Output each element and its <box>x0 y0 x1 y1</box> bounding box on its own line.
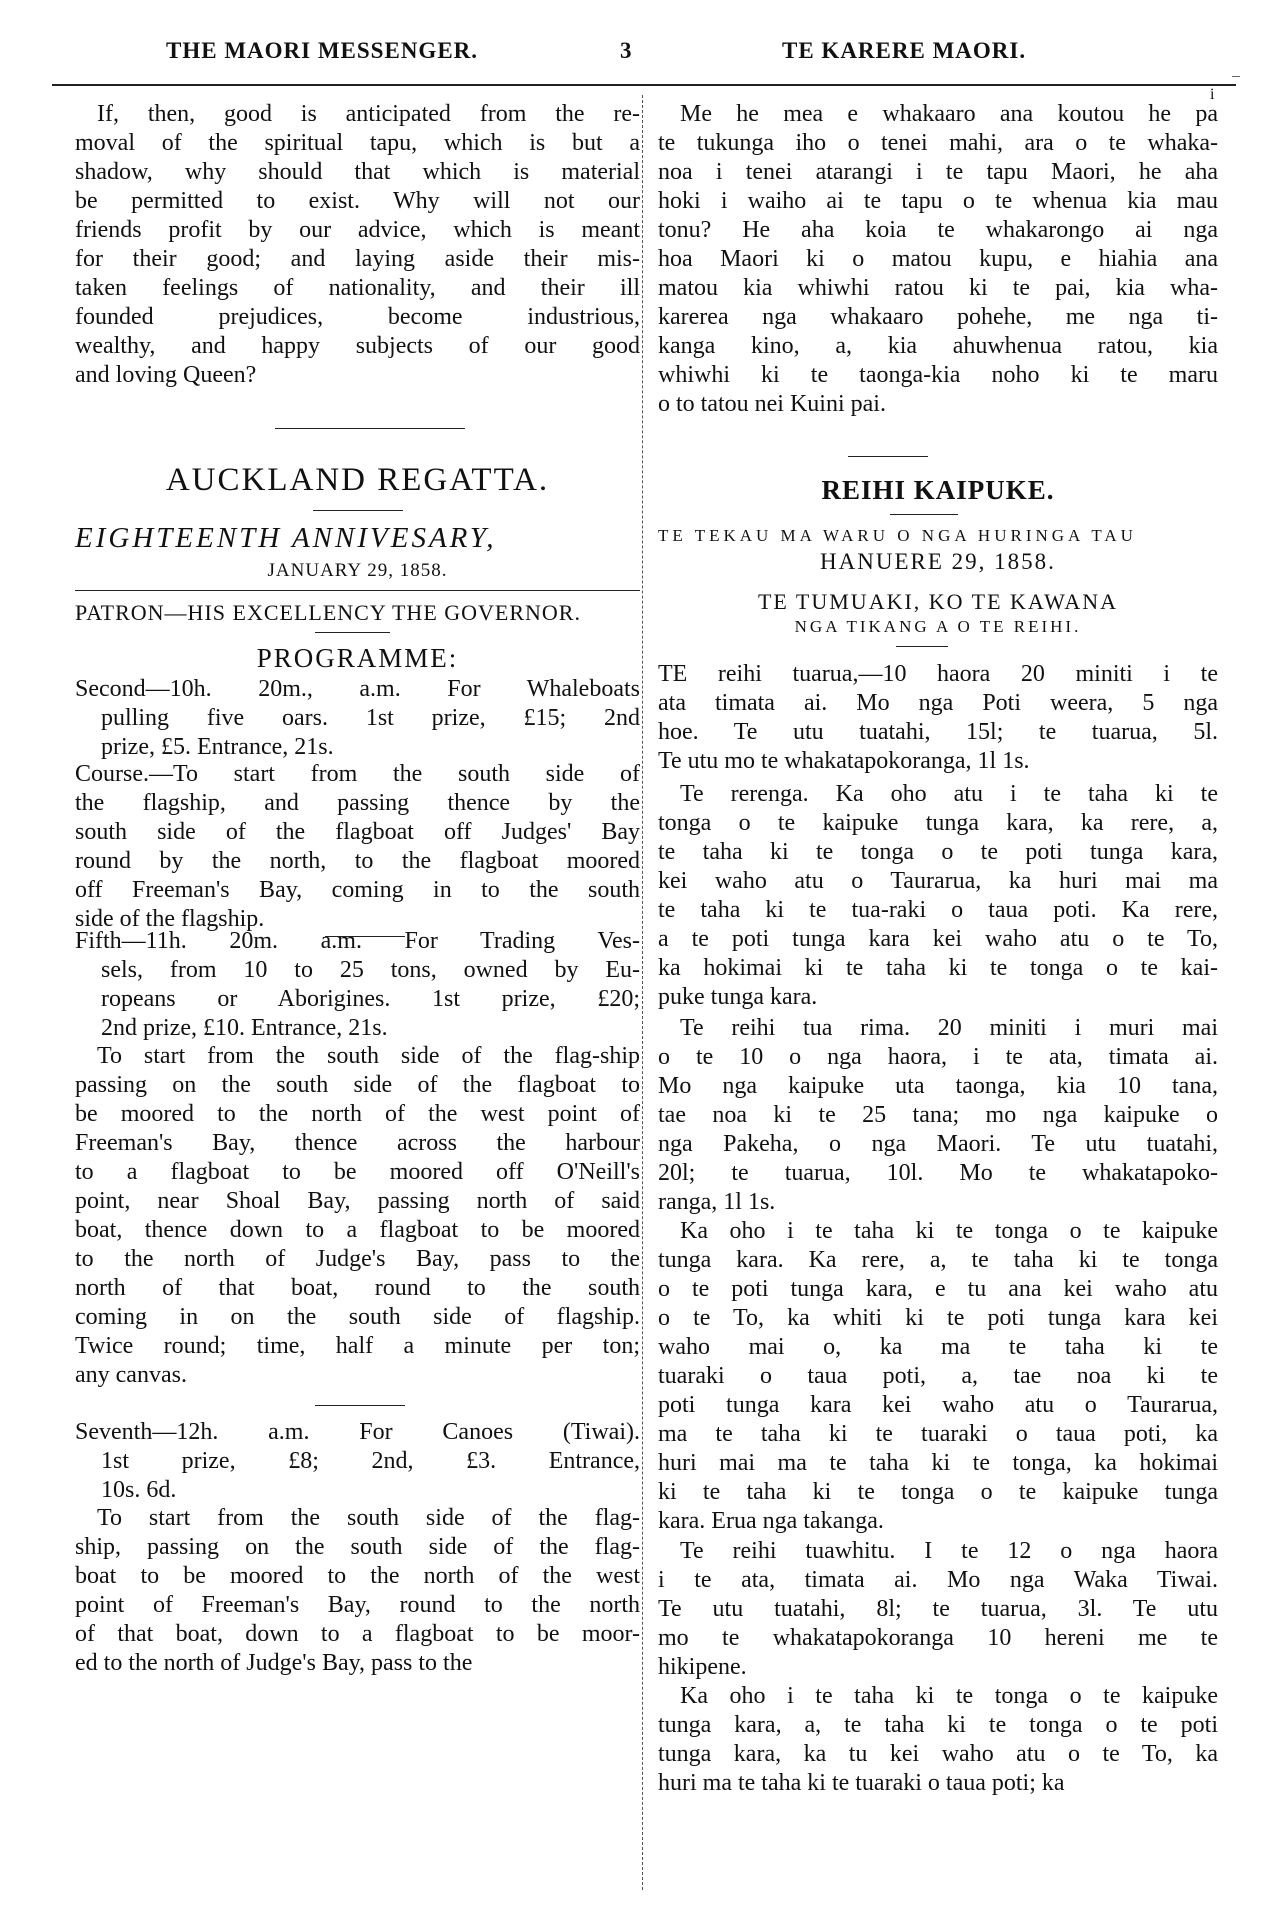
text-line: If, then, good is anticipated from the re- <box>97 101 640 127</box>
text-line: sels, from 10 to 25 tons, owned by Eu- <box>101 957 640 983</box>
text-line: kara. Erua nga takanga. <box>658 1508 884 1534</box>
text-line: boat, thence down to a flagboat to be moored <box>75 1217 640 1243</box>
text-line: mo te whakatapokoranga 10 hereni me te <box>658 1625 1218 1651</box>
maori-seventh-course <box>658 1682 1218 1798</box>
text-line: o te To, ka whiti ki te poti tunga kara kei <box>658 1305 1218 1331</box>
text-line: karerea nga whakaaro pohehe, me nga ti- <box>658 304 1218 330</box>
text-line: hoki i waiho ai te tapu o te whenua kia mau <box>658 188 1218 214</box>
maori-patron: TE TUMUAKI, KO TE KAWANA <box>757 589 1119 614</box>
text-line: moval of the spiritual tapu, which is but a <box>75 130 640 156</box>
text-line: coming in on the south side of flagship. <box>75 1304 640 1330</box>
separator <box>315 1405 405 1406</box>
text-line: Seventh—12h. a.m. For Canoes (Tiwai). <box>75 1419 640 1445</box>
text-line: prize, £5. Entrance, 21s. <box>101 734 334 760</box>
text-line: 10s. 6d. <box>101 1477 177 1503</box>
text-line: point, near Shoal Bay, passing north of said <box>75 1188 640 1214</box>
text-line: tuaraki o taua poti, a, tae noa ki te <box>658 1363 1218 1389</box>
separator <box>848 456 928 457</box>
text-line: 2nd prize, £10. Entrance, 21s. <box>101 1015 388 1041</box>
text-line: TE reihi tuarua,—10 haora 20 miniti i te <box>658 661 1218 687</box>
text-line: Te reihi tuawhitu. I te 12 o nga haora <box>680 1538 1218 1564</box>
second-race-course <box>75 760 640 934</box>
text-line: hoe. Te utu tuatahi, 15l; te tuarua, 5l. <box>658 719 1218 745</box>
text-line: Freeman's Bay, thence across the harbour <box>75 1130 640 1156</box>
text-line: huri ma te taha ki te tuaraki o taua poti; ka <box>658 1770 1065 1796</box>
text-line: Te utu mo te whakatapokoranga, 1l 1s. <box>658 748 1030 774</box>
text-line: be permitted to exist. Why will not our <box>75 188 640 214</box>
text-line: founded prejudices, become industrious, <box>75 304 640 330</box>
text-line: Twice round; time, half a minute per ton; <box>75 1333 640 1359</box>
maori-date: HANUERE 29, 1858. <box>820 549 1056 574</box>
separator <box>275 428 465 429</box>
text-line: tonu? He aha koia te whakarongo ai nga <box>658 217 1218 243</box>
text-line: ship, passing on the south side of the flag- <box>75 1534 640 1560</box>
maori-second-course <box>658 780 1218 1012</box>
text-line: the flagship, and passing thence by the <box>75 790 640 816</box>
text-line: boat to be moored to the north of the west <box>75 1563 640 1589</box>
anniversary-heading: EIGHTEENTH ANNIVESARY, <box>75 522 497 554</box>
header-rule <box>52 84 1236 86</box>
text-line: hoa Maori ki o matou kupu, e hiahia ana <box>658 246 1218 272</box>
text-line: o te 10 o nga haora, i te ata, timata ai. <box>658 1044 1218 1070</box>
text-line: taken feelings of nationality, and their ill <box>75 275 640 301</box>
text-line: tae noa ki te 25 tana; mo nga kaipuke o <box>658 1102 1218 1128</box>
text-line: Second—10h. 20m., a.m. For Whaleboats <box>75 676 640 702</box>
text-line: round by the north, to the flagboat moored <box>75 848 640 874</box>
seventh-race-course <box>75 1504 640 1678</box>
text-line: Te reihi tua rima. 20 miniti i muri mai <box>680 1015 1218 1041</box>
text-line: for their good; and laying aside their mis- <box>75 246 640 272</box>
maori-fifth-race <box>658 1014 1218 1217</box>
text-line: Fifth—11h. 20m. a.m. For Trading Ves- <box>75 928 640 954</box>
text-line: kanga kino, a, kia ahuwhenua ratou, kia <box>658 333 1218 359</box>
text-line: 1st prize, £8; 2nd, £3. Entrance, <box>101 1448 640 1474</box>
text-line: Course.—To start from the south side of <box>75 761 640 787</box>
separator <box>315 632 390 633</box>
text-line: be moored to the north of the west point of <box>75 1101 640 1127</box>
text-line: te tukunga iho o tenei mahi, ara o te whaka- <box>658 130 1218 156</box>
text-line: Mo nga kaipuke uta taonga, kia 10 tana, <box>658 1073 1218 1099</box>
text-line: te taha ki te tonga o te poti tunga kara, <box>658 839 1218 865</box>
text-line: Ka oho i te taha ki te tonga o te kaipuke <box>680 1218 1218 1244</box>
text-line: ed to the north of Judge's Bay, pass to the <box>75 1650 473 1676</box>
seventh-race-entry <box>75 1418 640 1505</box>
text-line: to the north of Judge's Bay, pass to the <box>75 1246 640 1272</box>
separator <box>890 514 958 515</box>
maori-anniversary-heading: TE TEKAU MA WARU O NGA HURINGA TAU <box>658 526 1137 545</box>
text-line: te taha ki te tua-raki o taua poti. Ka rere, <box>658 897 1218 923</box>
maori-programme: NGA TIKANG A O TE REIHI. <box>794 617 1082 636</box>
text-line: tunga kara, ka tu kei waho atu o te To, ka <box>658 1741 1218 1767</box>
programme-title: PROGRAMME: <box>256 643 459 673</box>
patron-line: PATRON—HIS EXCELLENCY THE GOVERNOR. <box>75 600 581 625</box>
header-maori-title: TE KARERE MAORI. <box>782 38 1027 63</box>
text-line: ranga, 1l 1s. <box>658 1189 776 1215</box>
text-line: friends profit by our advice, which is meant <box>75 217 640 243</box>
separator <box>75 590 640 591</box>
second-race-entry <box>75 675 640 762</box>
text-line: pulling five oars. 1st prize, £15; 2nd <box>101 705 640 731</box>
column-divider <box>642 95 643 1890</box>
text-line: shadow, why should that which is material <box>75 159 640 185</box>
text-line: puke tunga kara. <box>658 984 818 1010</box>
regatta-title: AUCKLAND REGATTA. <box>165 462 550 498</box>
text-line: whiwhi ki te taonga-kia noho ki te maru <box>658 362 1218 388</box>
text-line: Me he mea e whakaaro ana koutou he pa <box>680 101 1218 127</box>
text-line: waho mai o, ka ma te taha ki te <box>658 1334 1218 1360</box>
text-line: ma te taha ki te tuaraki o taua poti, ka <box>658 1421 1218 1447</box>
text-line: kei waho atu o Taurarua, ka huri mai ma <box>658 868 1218 894</box>
regatta-date: JANUARY 29, 1858. <box>267 560 448 581</box>
text-line: south side of the flagboat off Judges' Bay <box>75 819 640 845</box>
running-head <box>0 38 1280 68</box>
text-line: of that boat, down to a flagboat to be moor- <box>75 1621 640 1647</box>
text-line: ka hokimai ki te taha ki te tonga o te kai- <box>658 955 1218 981</box>
text-line: hikipene. <box>658 1654 747 1680</box>
text-line: Ka oho i te taha ki te tonga o te kaipuke <box>680 1683 1218 1709</box>
text-line: noa i tenei atarangi i te tapu Maori, he aha <box>658 159 1218 185</box>
text-line: ata timata ai. Mo nga Poti weera, 5 nga <box>658 690 1218 716</box>
text-line: To start from the south side of the flag- <box>97 1505 640 1531</box>
separator <box>896 646 948 647</box>
text-line: north of that boat, round to the south <box>75 1275 640 1301</box>
text-line: off Freeman's Bay, coming in to the south <box>75 877 640 903</box>
superscript-mark: i <box>1210 86 1215 103</box>
maori-fifth-course <box>658 1217 1218 1536</box>
reihi-title: REIHI KAIPUKE. <box>821 475 1055 505</box>
text-line: nga Pakeha, o nga Maori. Te utu tuatahi, <box>658 1131 1218 1157</box>
text-line: 20l; te tuarua, 10l. Mo te whakatapoko- <box>658 1160 1218 1186</box>
text-line: tunga kara. Ka rere, a, te taha ki te tonga <box>658 1247 1218 1273</box>
text-line: any canvas. <box>75 1362 187 1388</box>
maori-intro-paragraph <box>658 100 1218 419</box>
text-line: Te rerenga. Ka oho atu i te taha ki te <box>680 781 1218 807</box>
text-line: to a flagboat to be moored off O'Neill's <box>75 1159 640 1185</box>
text-line: o te poti tunga kara, e tu ana kei waho atu <box>658 1276 1218 1302</box>
maori-seventh-race <box>658 1537 1218 1682</box>
separator <box>313 510 403 511</box>
intro-paragraph <box>75 100 640 390</box>
fifth-race-entry <box>75 927 640 1043</box>
text-line: tunga kara, a, te taha ki te tonga o te poti <box>658 1712 1218 1738</box>
text-line: side of the flagship. <box>75 906 265 932</box>
fifth-race-course <box>75 1042 640 1390</box>
text-line: huri mai ma te taha ki te tonga, ka hokimai <box>658 1450 1218 1476</box>
text-line: wealthy, and happy subjects of our good <box>75 333 640 359</box>
text-line: tonga o te kaipuke tunga kara, ka rere, a, <box>658 810 1218 836</box>
text-line: and loving Queen? <box>75 362 257 388</box>
text-line: a te poti tunga kara kei waho atu o te To, <box>658 926 1218 952</box>
header-english-title: THE MAORI MESSENGER. <box>166 38 479 63</box>
text-line: i te ata, timata ai. Mo nga Waka Tiwai. <box>658 1567 1218 1593</box>
maori-second-race <box>658 660 1218 776</box>
page-number: 3 <box>620 38 633 63</box>
text-line: Te utu tuatahi, 8l; te tuarua, 3l. Te utu <box>658 1596 1218 1622</box>
text-line: To start from the south side of the flag-ship <box>97 1043 640 1069</box>
text-line: ropeans or Aborigines. 1st prize, £20; <box>101 986 640 1012</box>
header-rule-mark <box>1232 76 1240 77</box>
text-line: o to tatou nei Kuini pai. <box>658 391 886 417</box>
text-line: matou kia whiwhi ratou ki te pai, kia wha- <box>658 275 1218 301</box>
text-line: passing on the south side of the flagboat to <box>75 1072 640 1098</box>
text-line: point of Freeman's Bay, round to the north <box>75 1592 640 1618</box>
text-line: poti tunga kara kei waho atu o Taurarua, <box>658 1392 1218 1418</box>
text-line: ki te taha ki te tonga o te kaipuke tunga <box>658 1479 1218 1505</box>
